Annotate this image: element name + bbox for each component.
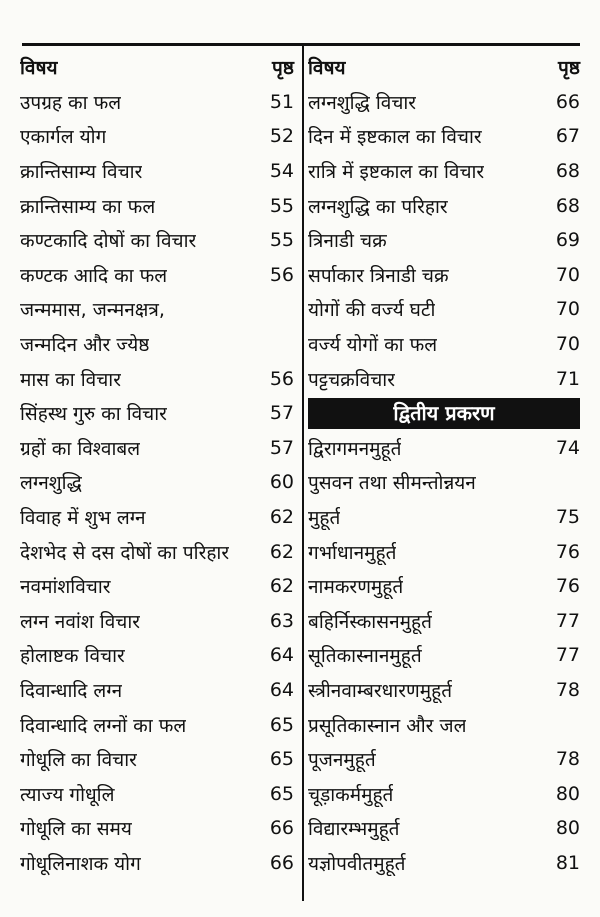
toc-entry-page: 76: [555, 575, 580, 598]
toc-entry: [20, 361, 294, 396]
toc-entry: [308, 361, 580, 396]
section-banner-label: द्वितीय प्रकरण: [308, 398, 580, 429]
toc-entry: [308, 119, 580, 154]
toc-entry-page: 57: [269, 436, 294, 459]
toc-entry-title: विवाह में शुभ लग्न: [20, 507, 146, 530]
toc-entry-page: 63: [269, 609, 294, 632]
toc-entry: [308, 292, 580, 327]
toc-entry: [308, 638, 580, 673]
toc-entry: [20, 638, 294, 673]
toc-entry-page: 51: [269, 90, 294, 113]
right-column: [308, 50, 580, 880]
toc-entry-title: सिंहस्थ गुरु का विचार: [20, 403, 167, 426]
toc-entry: [308, 154, 580, 189]
toc-entry: [308, 500, 580, 535]
toc-entry-title: मुहूर्त: [308, 507, 341, 530]
toc-entry: [20, 465, 294, 500]
toc-entry: [308, 534, 580, 569]
toc-entry-title: एकार्गल योग: [20, 126, 107, 149]
section-banner: [308, 396, 580, 431]
toc-entry-title: द्विरागमनमुहूर्त: [308, 437, 402, 460]
page-header: पृष्ठ: [558, 57, 580, 80]
toc-entry: [308, 673, 580, 708]
toc-entry-title: उपग्रह का फल: [20, 91, 122, 114]
toc-entry-title: जन्ममास, जन्मनक्षत्र,: [20, 299, 165, 322]
toc-entry-page: 55: [269, 194, 294, 217]
toc-entry-page: 77: [555, 644, 580, 667]
toc-entry-page: 55: [269, 229, 294, 252]
toc-entry-page: 78: [555, 748, 580, 771]
toc-entry-page: 64: [269, 644, 294, 667]
left-column: [20, 50, 294, 880]
toc-entry-page: 71: [555, 367, 580, 390]
toc-entry: [308, 846, 580, 881]
toc-entry: [20, 673, 294, 708]
toc-entry-page: 64: [269, 678, 294, 701]
toc-entry: [308, 811, 580, 846]
toc-entry-title: लग्नशुद्धि विचार: [308, 91, 417, 114]
toc-entry-page: 57: [269, 402, 294, 425]
toc-entry-page: 52: [269, 125, 294, 148]
subject-header: विषय: [308, 57, 346, 80]
toc-entry-title: विद्यारम्भमुहूर्त: [308, 818, 400, 841]
toc-entry: [308, 465, 580, 500]
toc-entry-page: 70: [555, 333, 580, 356]
toc-entry: [20, 188, 294, 223]
toc-entry-title: कण्टक आदि का फल: [20, 264, 168, 287]
toc-entry: [308, 742, 580, 777]
toc-entry-title: चूड़ाकर्ममुहूर्त: [308, 783, 394, 806]
toc-entry: [20, 846, 294, 881]
toc-entry-page: 76: [555, 540, 580, 563]
toc-entry-page: 66: [555, 90, 580, 113]
toc-entry-page: 66: [269, 851, 294, 874]
page-header: पृष्ठ: [272, 57, 294, 80]
toc-entry: [308, 707, 580, 742]
toc-entry: [308, 569, 580, 604]
toc-entry-title: बहिर्निस्कासनमुहूर्त: [308, 610, 432, 633]
toc-entry-page: 65: [269, 713, 294, 736]
toc-entry-page: 56: [269, 367, 294, 390]
toc-entry-page: 80: [555, 817, 580, 840]
toc-entry: [20, 431, 294, 466]
toc-entry: [20, 707, 294, 742]
toc-entry-title: दिवान्धादि लग्न: [20, 679, 123, 702]
toc-entry-title: कण्टकादि दोषों का विचार: [20, 230, 197, 253]
toc-entry-title: ग्रहों का विश्वाबल: [20, 437, 141, 460]
toc-entry: [308, 188, 580, 223]
left-entry-list: [20, 85, 294, 881]
toc-entry: [20, 776, 294, 811]
toc-entry-title: गर्भाधानमुहूर्त: [308, 541, 397, 564]
toc-entry-page: 70: [555, 263, 580, 286]
toc-entry-title: स्त्रीनवाम्बरधारणमुहूर्त: [308, 679, 453, 702]
toc-entry-title: पट्टचक्रविचार: [308, 368, 395, 391]
toc-entry-title: नवमांशविचार: [20, 576, 111, 599]
toc-entry-page: 78: [555, 678, 580, 701]
toc-entry-title: क्रान्तिसाम्य का फल: [20, 195, 156, 218]
toc-entry: [20, 500, 294, 535]
toc-entry: [20, 223, 294, 258]
toc-entry-page: 77: [555, 609, 580, 632]
toc-entry-page: 70: [555, 298, 580, 321]
toc-entry-page: 62: [269, 575, 294, 598]
toc-entry-title: गोधूलि का विचार: [20, 749, 137, 772]
right-header-row: [308, 50, 580, 85]
toc-entry: [20, 292, 294, 327]
toc-entry: [20, 742, 294, 777]
toc-entry-page: 54: [269, 160, 294, 183]
toc-entry: [20, 811, 294, 846]
toc-entry-title: यज्ञोपवीतमुहूर्त: [308, 852, 406, 875]
toc-entry-title: पूजनमुहूर्त: [308, 749, 376, 772]
toc-entry-page: 75: [555, 506, 580, 529]
toc-entry-title: दिवान्धादि लग्नों का फल: [20, 714, 187, 737]
toc-entry-title: पुसवन तथा सीमन्तोन्नयन: [308, 472, 476, 495]
subject-header: विषय: [20, 57, 58, 80]
toc-entry-page: 60: [269, 471, 294, 494]
toc-entry: [308, 85, 580, 120]
toc-entry-title: गोधूलिनाशक योग: [20, 852, 141, 875]
toc-entry-title: गोधूलि का समय: [20, 818, 132, 841]
right-entry-list-bottom: [308, 431, 580, 881]
toc-entry-title: त्याज्य गोधूलि: [20, 783, 115, 806]
toc-entry-page: 74: [555, 436, 580, 459]
toc-entry-page: 69: [555, 229, 580, 252]
toc-entry-page: 81: [555, 851, 580, 874]
toc-entry-page: 65: [269, 748, 294, 771]
toc-entry-title: मास का विचार: [20, 368, 121, 391]
toc-entry-title: होलाष्टक विचार: [20, 645, 125, 668]
toc-entry-page: 62: [269, 506, 294, 529]
toc-entry: [20, 534, 294, 569]
toc-entry: [308, 327, 580, 362]
toc-entry-page: 65: [269, 782, 294, 805]
toc-entry: [20, 154, 294, 189]
toc-entry: [20, 327, 294, 362]
toc-entry: [20, 569, 294, 604]
toc-entry: [20, 119, 294, 154]
toc-entry: [20, 258, 294, 293]
toc-entry: [20, 604, 294, 639]
toc-entry-title: त्रिनाडी चक्र: [308, 230, 387, 253]
toc-entry: [308, 604, 580, 639]
toc-entry-title: प्रसूतिकास्नान और जल: [308, 714, 467, 737]
toc-entry-page: 56: [269, 263, 294, 286]
toc-entry-page: 67: [555, 125, 580, 148]
toc-entry-title: सूतिकास्नानमुहूर्त: [308, 645, 422, 668]
left-header-row: [20, 50, 294, 85]
toc-entry-title: लग्नशुद्धि: [20, 472, 82, 495]
toc-entry-page: 68: [555, 160, 580, 183]
top-rule: [22, 43, 580, 46]
toc-entry-page: 80: [555, 782, 580, 805]
toc-entry-page: 66: [269, 817, 294, 840]
toc-entry-title: नामकरणमुहूर्त: [308, 576, 404, 599]
toc-entry-title: वर्ज्य योगों का फल: [308, 334, 438, 357]
toc-entry: [20, 85, 294, 120]
toc-entry-page: 68: [555, 194, 580, 217]
toc-entry-page: 62: [269, 540, 294, 563]
toc-entry-title: योगों की वर्ज्य घटी: [308, 299, 436, 322]
toc-entry: [308, 776, 580, 811]
toc-entry-title: लग्न नवांश विचार: [20, 610, 141, 633]
toc-entry-title: सर्पाकार त्रिनाडी चक्र: [308, 264, 449, 287]
toc-entry: [308, 431, 580, 466]
right-entry-list-top: [308, 85, 580, 396]
toc-entry: [20, 396, 294, 431]
column-divider: [302, 46, 304, 901]
toc-entry-title: लग्नशुद्धि का परिहार: [308, 195, 448, 218]
toc-entry-title: जन्मदिन और ज्येष्ठ: [20, 334, 150, 357]
toc-entry: [308, 223, 580, 258]
toc-entry-title: देशभेद से दस दोषों का परिहार: [20, 541, 230, 564]
toc-entry-title: रात्रि में इष्टकाल का विचार: [308, 161, 485, 184]
toc-entry-title: क्रान्तिसाम्य विचार: [20, 161, 143, 184]
toc-entry-title: दिन में इष्टकाल का विचार: [308, 126, 482, 149]
toc-entry: [308, 258, 580, 293]
